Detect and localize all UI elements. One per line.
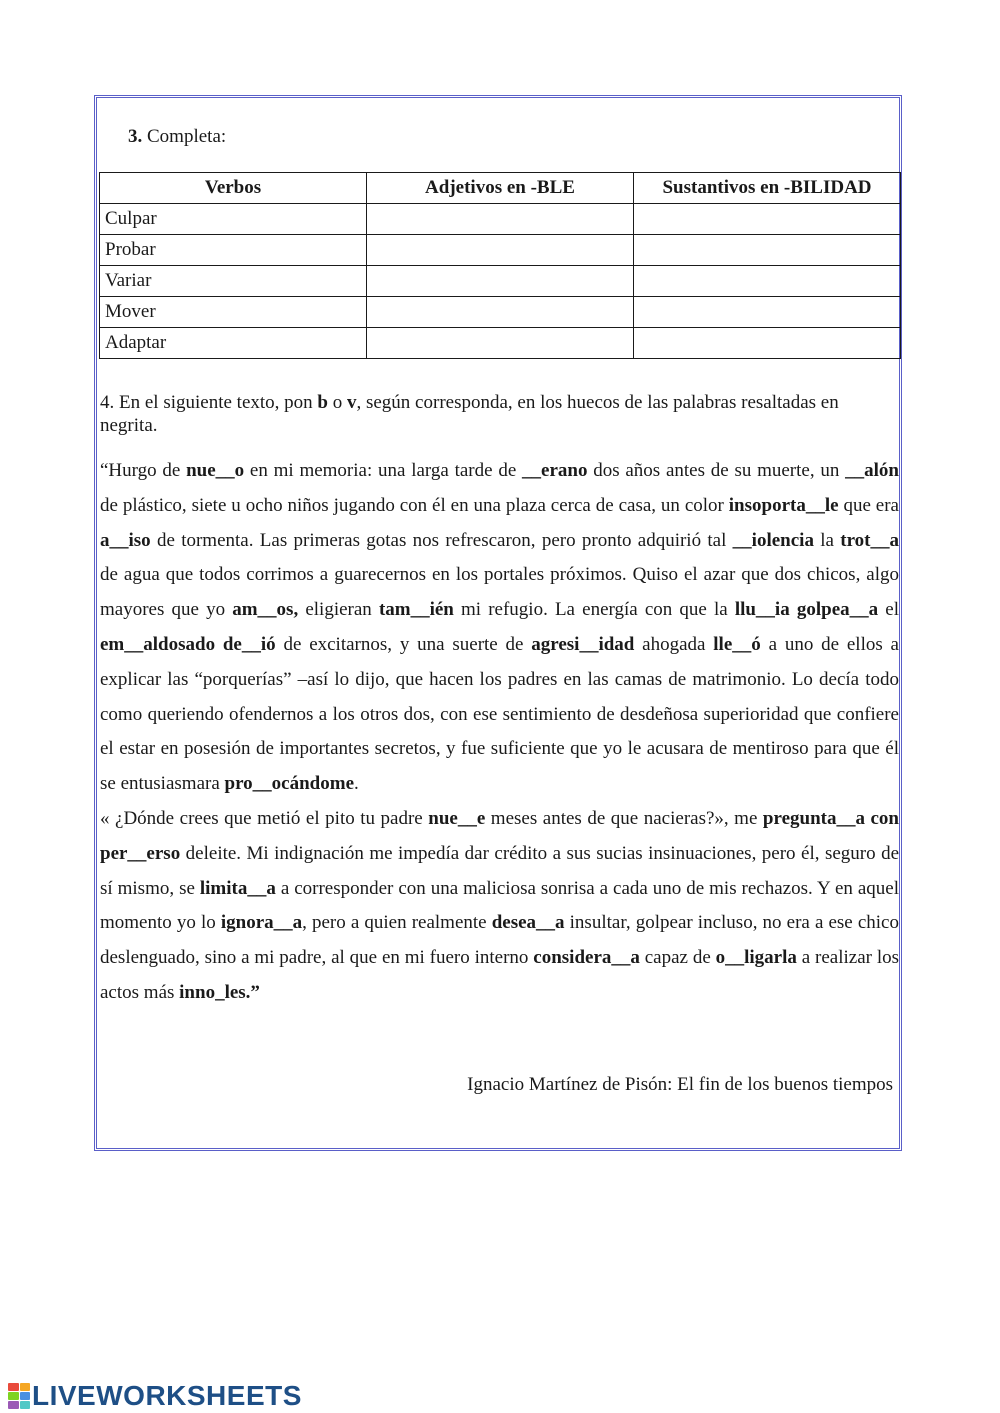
blank-word: considera__a xyxy=(533,947,640,969)
header-verbos: Verbos xyxy=(100,173,367,204)
passage-text: de plástico, siete u ocho niños jugando con él en una plaza cerca de casa, un color xyxy=(100,494,729,516)
liveworksheets-logo xyxy=(8,1380,302,1412)
verb-cell: Variar xyxy=(100,266,367,297)
header-adjetivos: Adjetivos en -BLE xyxy=(367,173,634,204)
blank-word: em__aldosado de__ió xyxy=(100,633,276,655)
blank-word: agresi__idad xyxy=(531,633,635,655)
passage-text: “Hurgo de xyxy=(100,460,187,481)
passage-text: . xyxy=(354,773,359,795)
table-header-row xyxy=(100,173,901,204)
table-row xyxy=(100,266,901,297)
table-row xyxy=(100,297,901,328)
adjective-answer-cell[interactable] xyxy=(367,204,634,235)
blank-word: nue__o xyxy=(186,460,245,481)
instr-text: o xyxy=(327,392,347,413)
literary-passage xyxy=(100,454,899,1011)
blank-word: trot__a xyxy=(840,529,899,551)
adjective-answer-cell[interactable] xyxy=(367,266,634,297)
passage-paragraph-2 xyxy=(100,802,899,1011)
citation: Ignacio Martínez de Pisón: El fin de los buenos tiempos xyxy=(467,1074,893,1095)
passage-text: a realizar los actos más xyxy=(100,947,899,1003)
noun-answer-cell[interactable] xyxy=(634,297,901,328)
logo-square xyxy=(20,1392,31,1400)
passage-text: que era xyxy=(838,494,899,516)
blank-word: lle__ó xyxy=(713,633,761,655)
passage-text: a corresponder con una maliciosa sonrisa a cada uno de mis rechazos. Y en aquel momento yo lo xyxy=(100,877,900,934)
passage-text: ahogada xyxy=(634,633,714,655)
logo-square xyxy=(8,1401,19,1409)
passage-text: de tormenta. Las primeras gotas nos refrescaron, pero pronto adquirió tal xyxy=(150,529,733,551)
verb-cell: Mover xyxy=(100,297,367,328)
passage-text: , pero a quien realmente xyxy=(302,912,492,934)
blank-word: pro__ocándome xyxy=(224,773,354,795)
exercise-3-label: Completa: xyxy=(142,126,227,147)
logo-mark-icon xyxy=(8,1383,30,1409)
noun-answer-cell[interactable] xyxy=(634,266,901,297)
blank-word: __iolencia xyxy=(732,529,814,551)
verb-cell: Adaptar xyxy=(100,328,367,359)
blank-word: insoporta__le xyxy=(728,494,839,516)
passage-text: dos años antes de su muerte, un xyxy=(587,460,846,481)
passage-text: en mi memoria: una larga tarde de xyxy=(244,460,523,481)
passage-text: de agua que todos corrimos a guarecernos en los portales próximos. Quiso el azar que dos chicos, algo mayores que yo xyxy=(100,564,899,621)
exercise-4-instructions xyxy=(100,391,898,437)
logo-square xyxy=(20,1401,31,1409)
blank-word: tam__ién xyxy=(378,599,454,621)
exercise-3-heading xyxy=(128,125,226,149)
passage-text: « ¿Dónde crees que metió el pito tu padre xyxy=(100,807,429,829)
verb-cell: Probar xyxy=(100,235,367,266)
table-row xyxy=(100,235,901,266)
blank-word: am__os, xyxy=(232,599,299,621)
blank-word: inno_les.” xyxy=(179,981,260,1003)
passage-text: insultar, golpear incluso, no era a ese chico deslenguado, sino a mi padre, al que en mi fuero interno xyxy=(100,912,899,969)
blank-word: a__iso xyxy=(100,529,151,551)
passage-text: meses antes de que nacieras?», me xyxy=(485,807,763,829)
passage-paragraph-1 xyxy=(100,454,899,802)
adjective-answer-cell[interactable] xyxy=(367,235,634,266)
instr-text: , según corresponda, en los huecos de las palabras resaltadas en negrita. xyxy=(100,392,839,436)
completion-table xyxy=(99,172,901,359)
noun-answer-cell[interactable] xyxy=(634,235,901,266)
logo-square xyxy=(20,1383,31,1391)
blank-word: __alón xyxy=(845,460,899,481)
passage-text: el xyxy=(878,599,899,621)
table-row xyxy=(100,204,901,235)
blank-word: llu__ia golpea__a xyxy=(734,599,879,621)
passage-text: capaz de xyxy=(639,947,716,969)
logo-text: LIVEWORKSHEETS xyxy=(32,1380,302,1411)
blank-word: ignora__a xyxy=(220,912,303,934)
blank-word: pregunta__a con per__erso xyxy=(100,807,899,864)
letter-v: v xyxy=(346,392,357,413)
noun-answer-cell[interactable] xyxy=(634,204,901,235)
noun-answer-cell[interactable] xyxy=(634,328,901,359)
instr-text: 4. En el siguiente texto, pon xyxy=(100,392,318,413)
blank-word: limita__a xyxy=(199,877,276,899)
passage-text: deleite. Mi indignación me impedía dar crédito a sus sucias insinuaciones, pero él, seguro de sí mismo, se xyxy=(100,842,899,899)
passage-text: a uno de ellos a explicar las “porquerías” –así lo dijo, que hacen los padres en las camas de matrimonio. Lo decía todo como queriendo ofendernos a los otros dos, con ese sentimiento de desdeñosa superioridad que confiere el estar en posesión de importantes secretos, y fue suficiente que yo le acusara de mentiroso para que él se entusiasmara xyxy=(100,633,899,795)
passage-text: de excitarnos, y una suerte de xyxy=(275,633,532,655)
blank-word: nue__e xyxy=(428,807,486,829)
passage-text: mi refugio. La energía con que la xyxy=(453,599,735,621)
verb-cell: Culpar xyxy=(100,204,367,235)
table-row xyxy=(100,328,901,359)
header-sustantivos: Sustantivos en -BILIDAD xyxy=(634,173,901,204)
blank-word: __erano xyxy=(522,460,588,481)
blank-word: o__ligarla xyxy=(715,947,797,969)
letter-b: b xyxy=(317,392,328,413)
blank-word: desea__a xyxy=(491,912,565,934)
exercise-3-number: 3. xyxy=(128,126,143,147)
passage-text: la xyxy=(813,529,841,551)
adjective-answer-cell[interactable] xyxy=(367,297,634,328)
passage-text: eligieran xyxy=(298,599,379,621)
logo-square xyxy=(8,1383,19,1391)
logo-square xyxy=(8,1392,19,1400)
adjective-answer-cell[interactable] xyxy=(367,328,634,359)
